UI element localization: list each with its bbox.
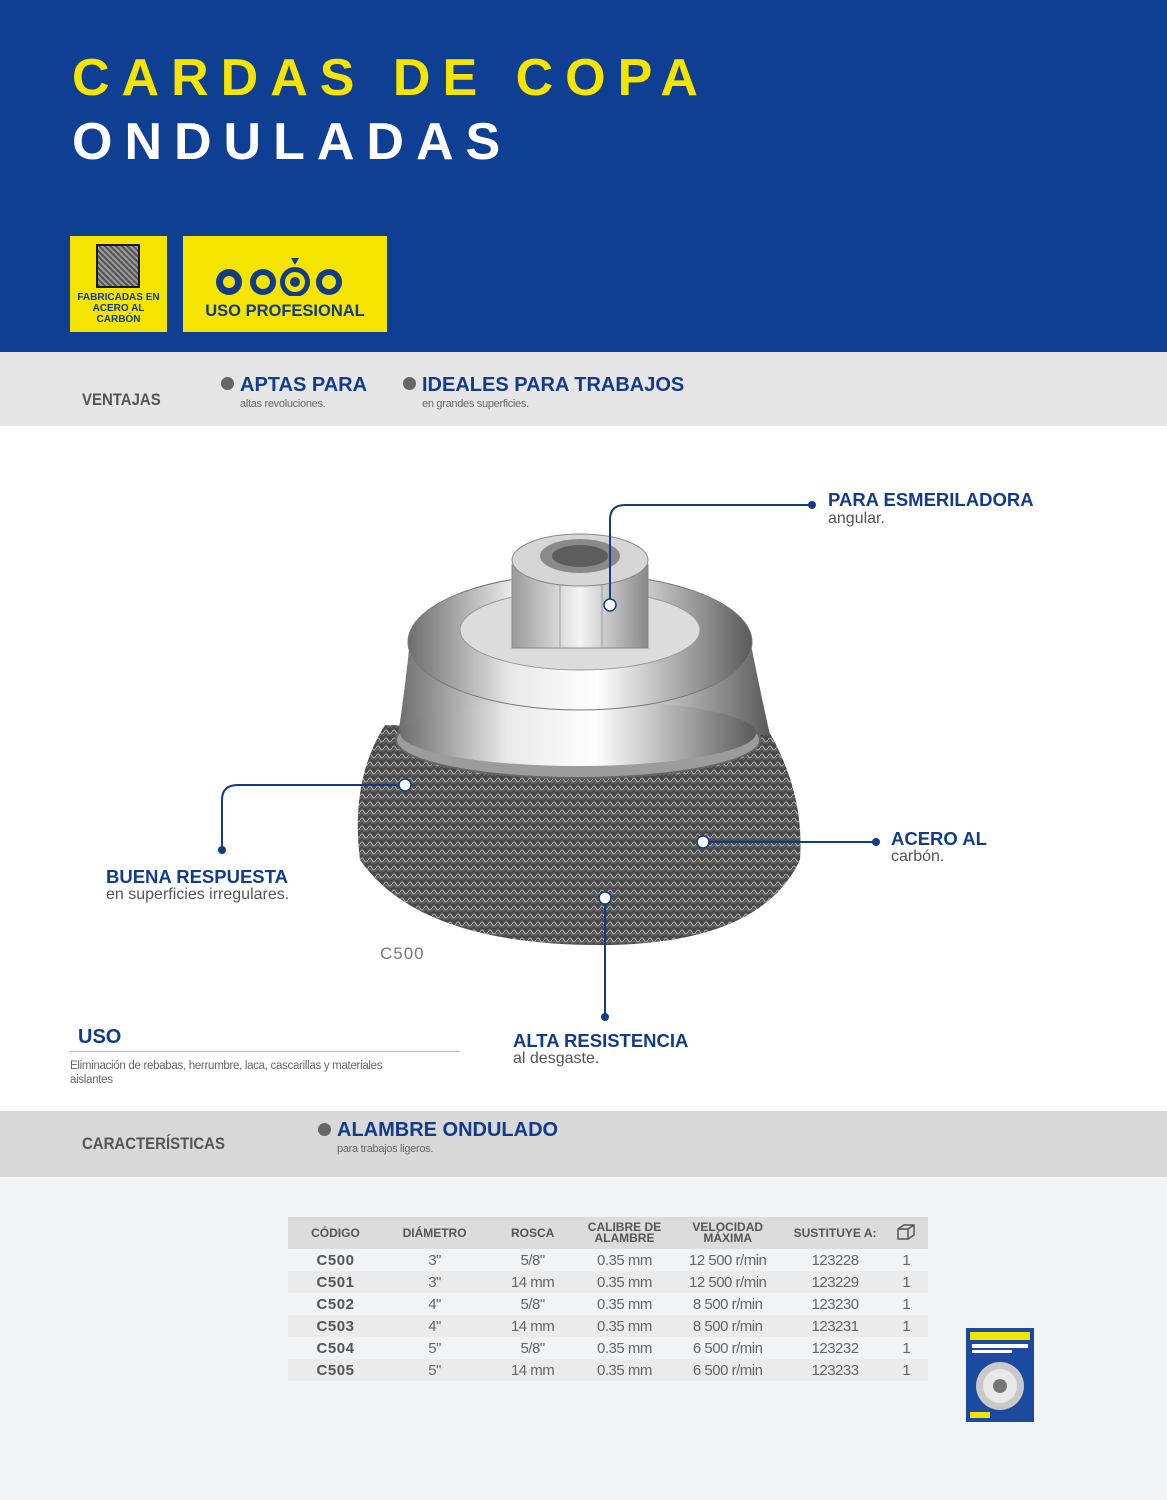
cell-thread: 5/8"	[520, 1339, 545, 1357]
cup-brush-image	[0, 426, 1167, 1111]
column-header-thread: ROSCA	[486, 1217, 579, 1249]
cell-code: C501	[288, 1271, 383, 1293]
cell-qty: 1	[885, 1359, 928, 1381]
box-icon	[896, 1223, 916, 1241]
callout-surfaces-title: BUENA RESPUESTA	[106, 866, 288, 887]
advantage-2-subtitle: en grandes superficies.	[422, 398, 529, 410]
cell-replaces: 123232	[811, 1339, 859, 1357]
advantage-1-title: APTAS PARA	[240, 374, 368, 396]
page-title-line-2: ONDULADAS	[72, 113, 513, 171]
column-header-gauge: CALIBRE DE ALAMBRE	[579, 1217, 670, 1249]
cell-replaces: 123228	[811, 1251, 859, 1269]
table-row	[288, 1315, 928, 1337]
cell-gauge: 0.35 mm	[597, 1339, 652, 1357]
characteristics-label: CARACTERÍSTICAS	[82, 1134, 225, 1153]
callout-steel-subtitle: carbón.	[891, 848, 945, 865]
table-row	[288, 1271, 928, 1293]
cell-qty: 1	[885, 1271, 928, 1293]
table-header-row	[288, 1217, 928, 1249]
product-model-label: C500	[380, 944, 425, 963]
column-header-code: CÓDIGO	[288, 1217, 383, 1249]
cell-diameter: 4"	[383, 1315, 486, 1337]
cell-speed: 12 500 r/min	[689, 1251, 767, 1269]
cell-diameter: 4"	[428, 1295, 441, 1313]
usage-divider	[70, 1051, 460, 1052]
cell-diameter: 3"	[428, 1251, 441, 1269]
professional-use-badge	[183, 236, 387, 332]
table-row	[288, 1293, 928, 1315]
callout-resistance-subtitle: al desgaste.	[513, 1050, 600, 1067]
cell-gauge: 0.35 mm	[597, 1251, 652, 1269]
cell-replaces: 123230	[811, 1295, 859, 1313]
carbon-steel-badge	[70, 236, 167, 332]
table-row	[288, 1337, 928, 1359]
steel-texture-icon	[96, 244, 140, 288]
cell-speed: 8 500 r/min	[692, 1295, 763, 1313]
callout-grinder-subtitle: angular.	[828, 510, 885, 527]
cell-replaces: 123229	[786, 1271, 885, 1293]
callout-grinder-title: PARA ESMERILADORA	[828, 489, 1034, 510]
usage-level-icon	[207, 256, 367, 296]
cell-gauge: 0.35 mm	[579, 1359, 670, 1381]
cell-thread: 14 mm	[486, 1315, 579, 1337]
cell-thread: 5/8"	[520, 1251, 545, 1269]
table-row	[288, 1249, 928, 1271]
characteristic-subtitle: para trabajos ligeros.	[337, 1143, 434, 1155]
professional-use-label: USO PROFESIONAL	[205, 302, 365, 320]
cell-gauge: 0.35 mm	[597, 1295, 652, 1313]
cell-diameter: 5"	[428, 1339, 441, 1357]
cell-qty: 1	[902, 1339, 911, 1357]
cell-speed: 12 500 r/min	[670, 1271, 786, 1293]
advantages-label: VENTAJAS	[82, 390, 161, 409]
cell-code: C500	[316, 1251, 355, 1269]
usage-title: USO	[78, 1026, 122, 1048]
cell-gauge: 0.35 mm	[579, 1315, 670, 1337]
callout-steel-title: ACERO AL	[891, 828, 987, 849]
cell-replaces: 123233	[786, 1359, 885, 1381]
bullet-icon	[403, 377, 416, 390]
characteristic-title: ALAMBRE ONDULADO	[337, 1119, 559, 1141]
column-header-speed: VELOCIDAD MÁXIMA	[670, 1217, 786, 1249]
cell-gauge: 0.35 mm	[579, 1271, 670, 1293]
column-header-quantity	[885, 1217, 928, 1249]
callout-surfaces-subtitle: en superficies irregulares.	[106, 886, 290, 903]
callout-resistance-title: ALTA RESISTENCIA	[513, 1030, 689, 1051]
usage-description: Eliminación de rebabas, herrumbre, laca, cascarillas y materiales aislantes	[70, 1060, 383, 1086]
cell-diameter: 3"	[383, 1271, 486, 1293]
cell-qty: 1	[902, 1295, 911, 1313]
cell-speed: 6 500 r/min	[692, 1339, 763, 1357]
column-header-replaces: SUSTITUYE A:	[786, 1217, 885, 1249]
advantage-1-subtitle: altas revoluciones.	[240, 398, 326, 410]
carbon-steel-badge-label: FABRICADAS EN ACERO AL CARBÓN	[77, 292, 160, 325]
cell-diameter: 5"	[383, 1359, 486, 1381]
bullet-icon	[221, 377, 234, 390]
cell-code: C502	[316, 1295, 355, 1313]
column-header-diameter: DIÁMETRO	[383, 1217, 486, 1249]
advantage-2-title: IDEALES PARA TRABAJOS	[422, 374, 685, 396]
cell-qty: 1	[885, 1315, 928, 1337]
page-title-line-1: CARDAS DE COPA	[72, 49, 710, 107]
specifications-table	[288, 1217, 928, 1381]
cell-code: C503	[288, 1315, 383, 1337]
cell-speed: 8 500 r/min	[670, 1315, 786, 1337]
cell-code: C504	[316, 1339, 355, 1357]
cell-replaces: 123231	[786, 1315, 885, 1337]
cell-code: C505	[288, 1359, 383, 1381]
cell-speed: 6 500 r/min	[670, 1359, 786, 1381]
product-package-image	[966, 1328, 1034, 1422]
cell-qty: 1	[902, 1251, 911, 1269]
cell-thread: 14 mm	[486, 1271, 579, 1293]
bullet-icon	[318, 1123, 331, 1136]
cell-thread: 5/8"	[520, 1295, 545, 1313]
cell-thread: 14 mm	[486, 1359, 579, 1381]
table-row	[288, 1359, 928, 1381]
